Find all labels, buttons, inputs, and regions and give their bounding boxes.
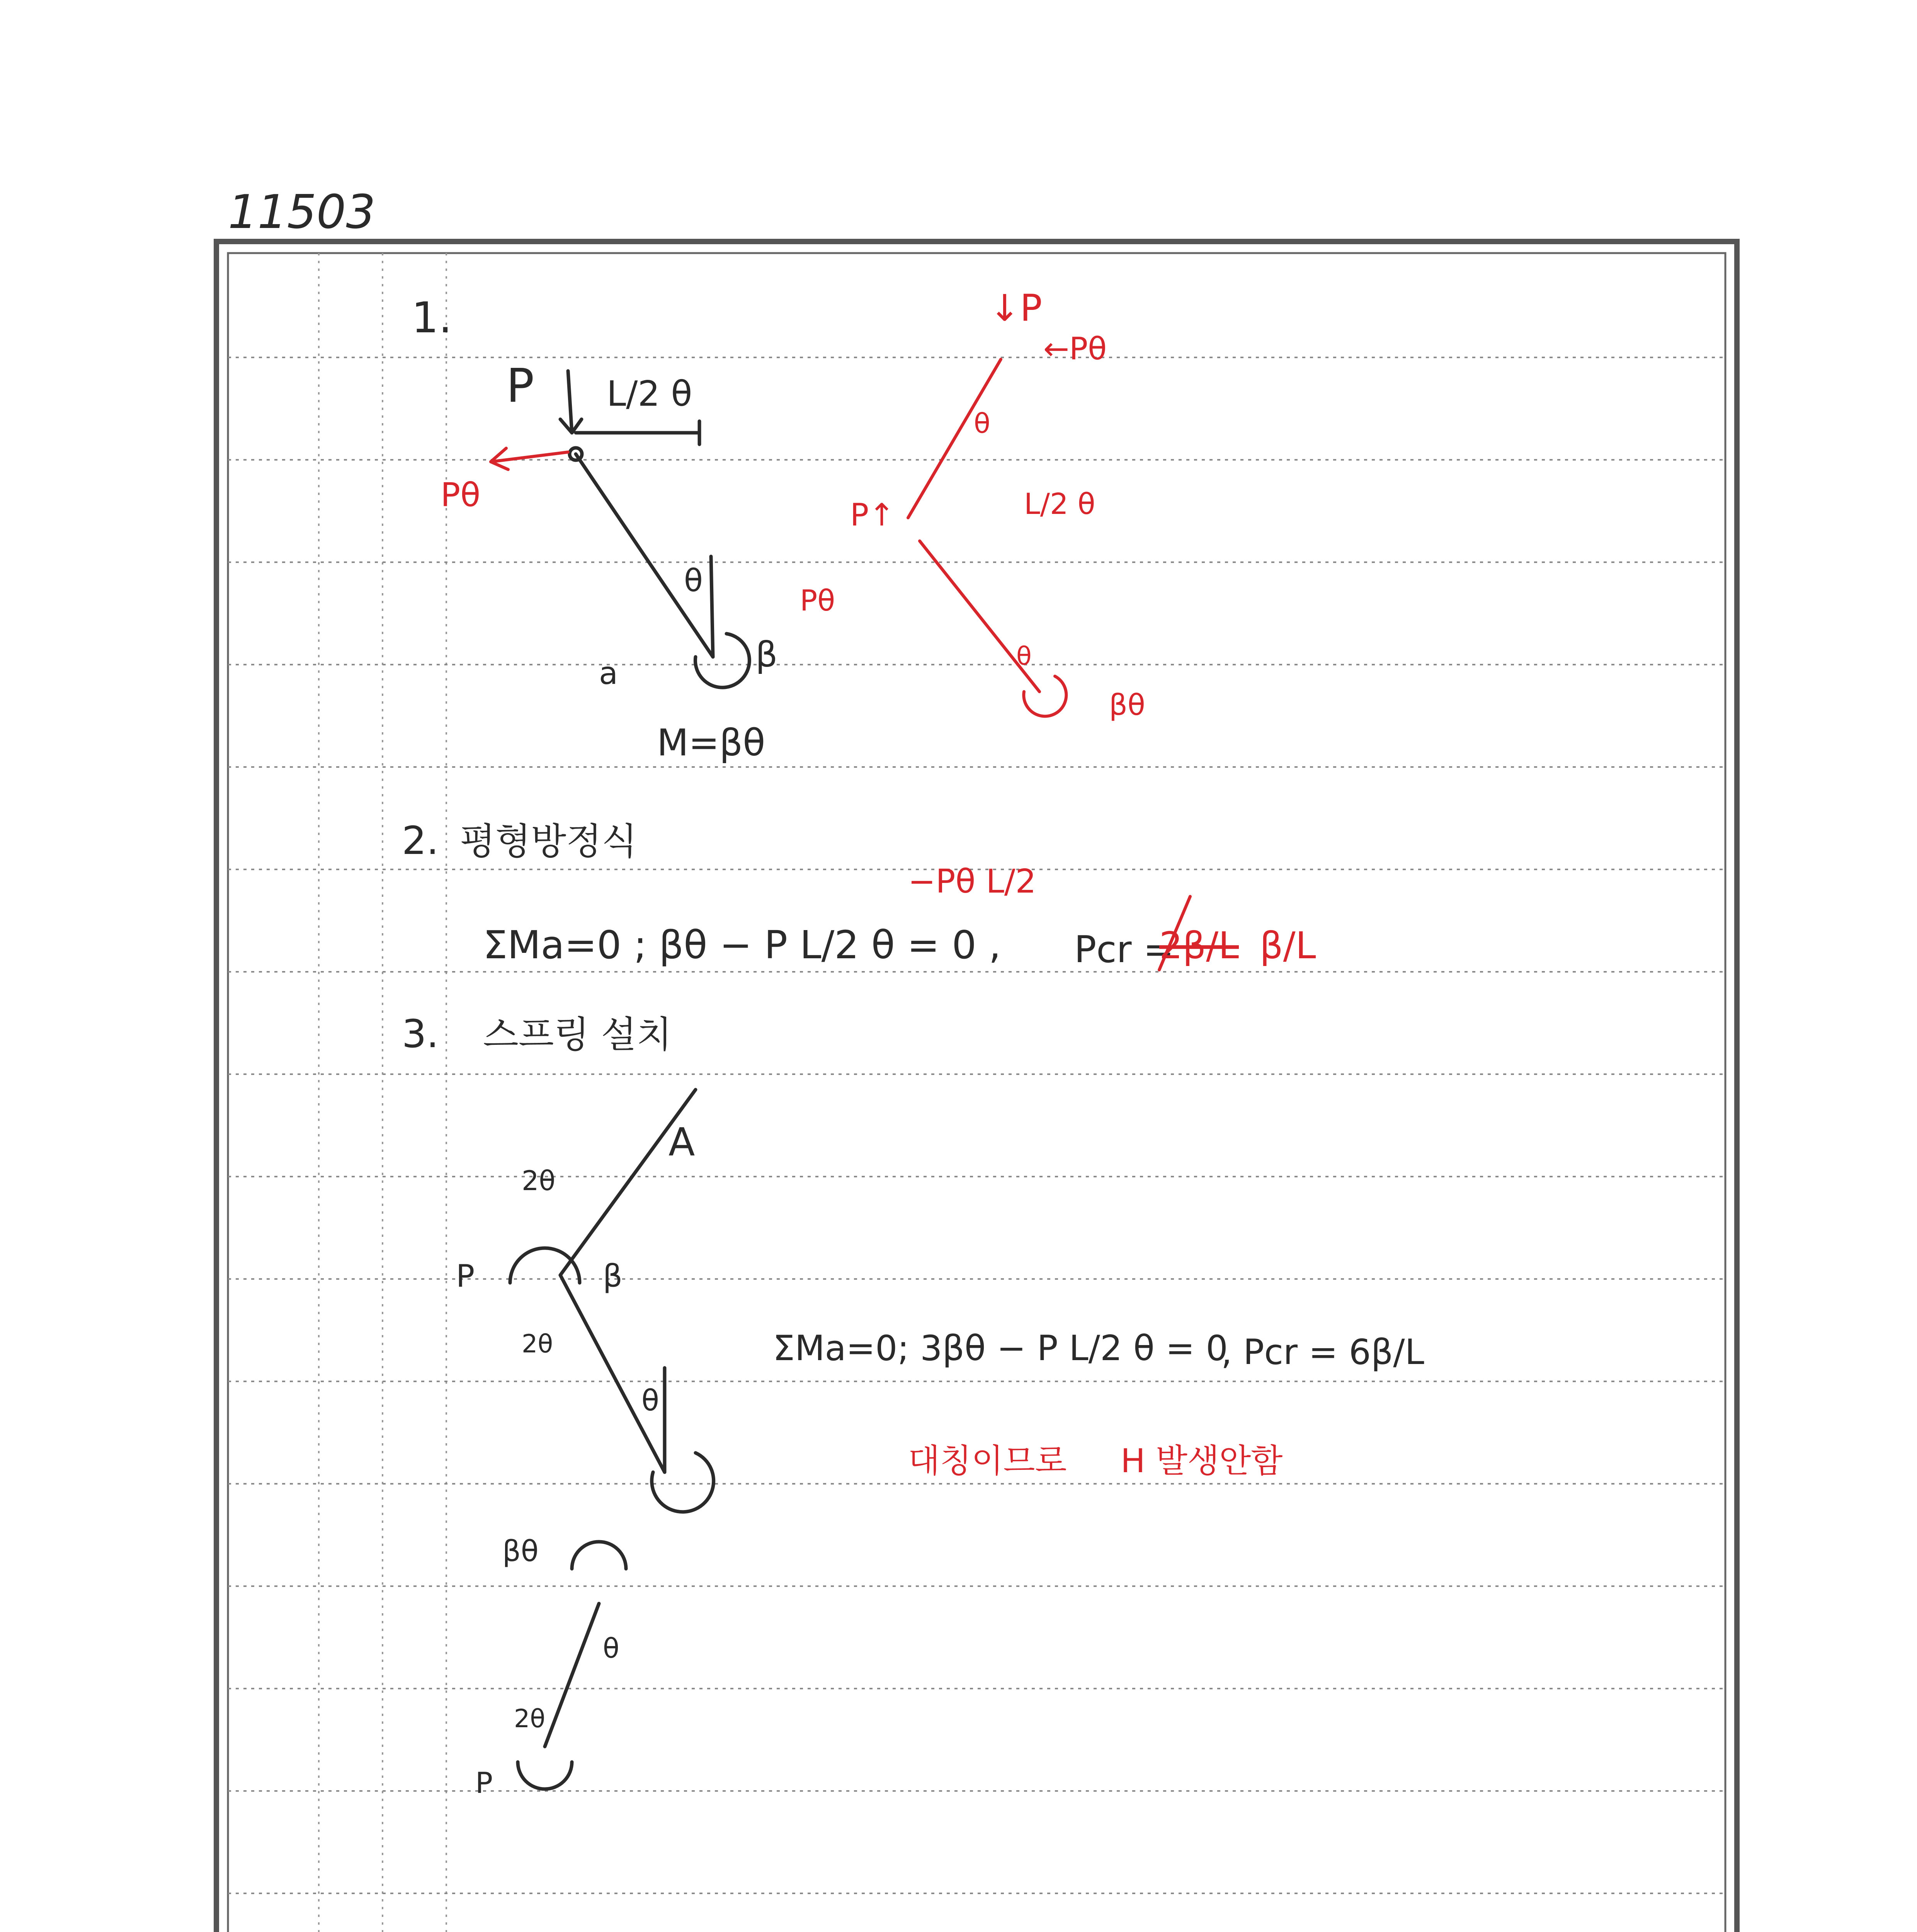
beta-label: β [755,634,778,675]
red-ptheta-top: ←Pθ [1043,331,1107,367]
section-3-title: 스프링 설치 [483,1014,672,1056]
support-label: a [599,655,618,691]
lower-theta: θ [603,1633,619,1664]
red-ptheta-left: Pθ [800,583,835,617]
pcr-label: Pcr = [1074,929,1174,971]
red-l2-label: L/2 θ [1024,487,1095,521]
load-p-label: P [506,359,534,413]
red-theta-2: θ [1016,642,1032,671]
section-2-red-note: −Pθ L/2 [908,862,1036,901]
label-a: A [668,1119,695,1165]
section-2-title: 평형방정식 [460,820,637,863]
equilibrium-equation: ΣMa=0 ; βθ − P L/2 θ = 0 , [483,922,1001,968]
vertical-reference [711,556,713,657]
lower-beta: βθ [502,1534,539,1568]
red-note-1: 대칭이므로 [908,1442,1067,1480]
pcr-struck: 2β/L [1159,925,1239,967]
pcr-red: β/L [1260,925,1316,967]
label-beta-3: β [603,1258,623,1294]
ptheta-label: Pθ [441,476,481,514]
label-2theta-bottom: 2θ [522,1330,553,1359]
lower-p: P [475,1766,493,1800]
section-2-number: 2. [402,818,439,863]
lower-2theta: 2θ [514,1704,546,1733]
red-theta-1: θ [974,408,990,439]
pcr-3: , Pcr = 6β/L [1221,1332,1424,1372]
red-btheta: βθ [1109,688,1145,722]
moment-equation: M=βθ [657,722,765,764]
sheet-id: 11503 [228,185,376,239]
label-2theta-top: 2θ [522,1165,556,1197]
moment-equation-3: ΣMa=0; 3βθ − P L/2 θ = 0 [773,1328,1228,1369]
label-theta-3: θ [641,1383,659,1417]
red-p-mid: P↑ [850,497,895,533]
red-p-top: ↓P [989,287,1042,330]
section-1-number: 1. [412,293,452,342]
arm-label: L/2 θ [607,374,692,414]
theta-label: θ [684,563,703,599]
red-note-2: H 발생안함 [1121,1442,1283,1480]
label-p-3: P [456,1258,475,1294]
section-3-number: 3. [402,1011,439,1056]
